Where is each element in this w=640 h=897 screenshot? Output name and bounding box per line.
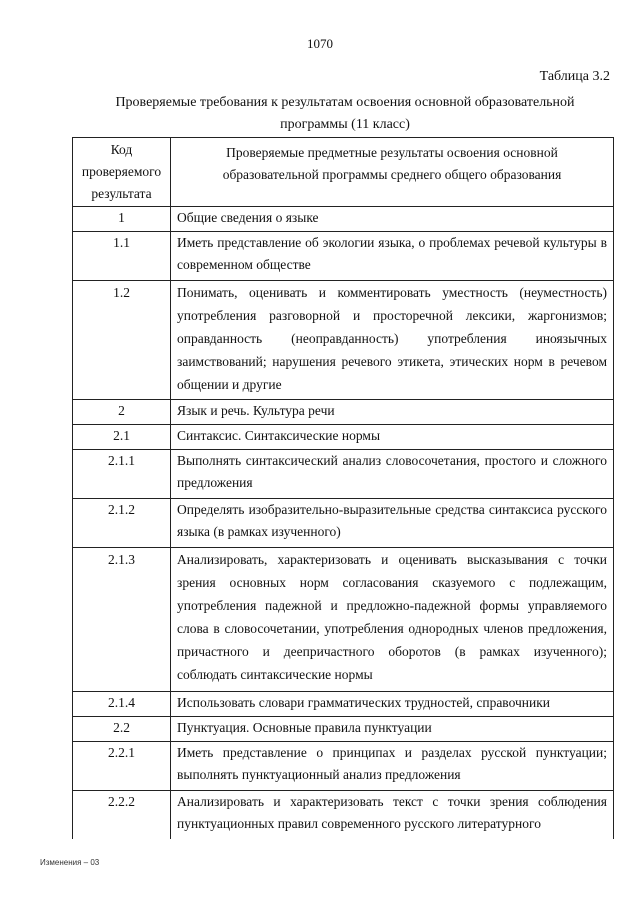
table-row (73, 499, 614, 548)
text-cell: Понимать, оценивать и комментировать уместность (неуместность) употребления разговорной и просторечной лексики, жаргонизмов; оправданность (неоправданность) употребления иноязычных заимствований; нарушения речевого этикета, этических норм в речевом общении и другие (171, 281, 614, 400)
text-cell: Пунктуация. Основные правила пунктуации (171, 717, 614, 742)
text-cell: Анализировать и характеризовать текст с точки зрения соблюдения пунктуационных правил современного русского литературного (171, 791, 614, 840)
table-row (73, 400, 614, 425)
text-cell: Иметь представление о принципах и разделах русской пунктуации; выполнять пунктуационный анализ предложения (171, 742, 614, 791)
text-cell: Выполнять синтаксический анализ словосочетания, простого и сложного предложения (171, 450, 614, 499)
code-cell: 2.2.2 (73, 791, 171, 840)
table-row (73, 717, 614, 742)
code-cell: 2.1.4 (73, 692, 171, 717)
table-row (73, 425, 614, 450)
text-cell: Анализировать, характеризовать и оценивать высказывания с точки зрения основных норм согласования сказуемого с подлежащим, употребления падежной и предложно-падежной формы управляемого слова в словосочетании, употребления однородных членов предложения, причастного и деепричастного оборотов (в рамках изученного); соблюдать синтаксические нормы (171, 548, 614, 692)
text-cell: Иметь представление об экологии языка, о проблемах речевой культуры в современном обществе (171, 232, 614, 281)
requirements-table (72, 137, 614, 839)
table-row (73, 548, 614, 692)
text-cell: Язык и речь. Культура речи (171, 400, 614, 425)
table-row (73, 450, 614, 499)
header-code-cell: Код проверяемого результата (73, 138, 171, 207)
code-cell: 2.1.3 (73, 548, 171, 692)
table-row (73, 742, 614, 791)
code-cell: 2.1 (73, 425, 171, 450)
code-cell: 2.2 (73, 717, 171, 742)
code-cell: 2.2.1 (73, 742, 171, 791)
table-header-row (73, 138, 614, 207)
code-cell: 1.2 (73, 281, 171, 400)
table-row (73, 281, 614, 400)
code-cell: 2 (73, 400, 171, 425)
page-number: 1070 (307, 36, 333, 51)
text-cell: Общие сведения о языке (171, 207, 614, 232)
table-row (73, 791, 614, 840)
table-row (73, 207, 614, 232)
table-caption: Проверяемые требования к результатам освоения основной образовательной программы (11 класс) (115, 95, 575, 132)
text-cell: Синтаксис. Синтаксические нормы (171, 425, 614, 450)
table-label: Таблица 3.2 (539, 69, 610, 84)
code-cell: 1 (73, 207, 171, 232)
code-cell: 1.1 (73, 232, 171, 281)
code-cell: 2.1.1 (73, 450, 171, 499)
code-cell: 2.1.2 (73, 499, 171, 548)
table-row (73, 232, 614, 281)
footer-note: Изменения – 03 (40, 858, 100, 867)
text-cell: Определять изобразительно-выразительные средства синтаксиса русского языка (в рамках изученного) (171, 499, 614, 548)
header-text-cell: Проверяемые предметные результаты освоения основной образовательной программы среднего общего образования (171, 138, 614, 207)
table-row (73, 692, 614, 717)
text-cell: Использовать словари грамматических трудностей, справочники (171, 692, 614, 717)
